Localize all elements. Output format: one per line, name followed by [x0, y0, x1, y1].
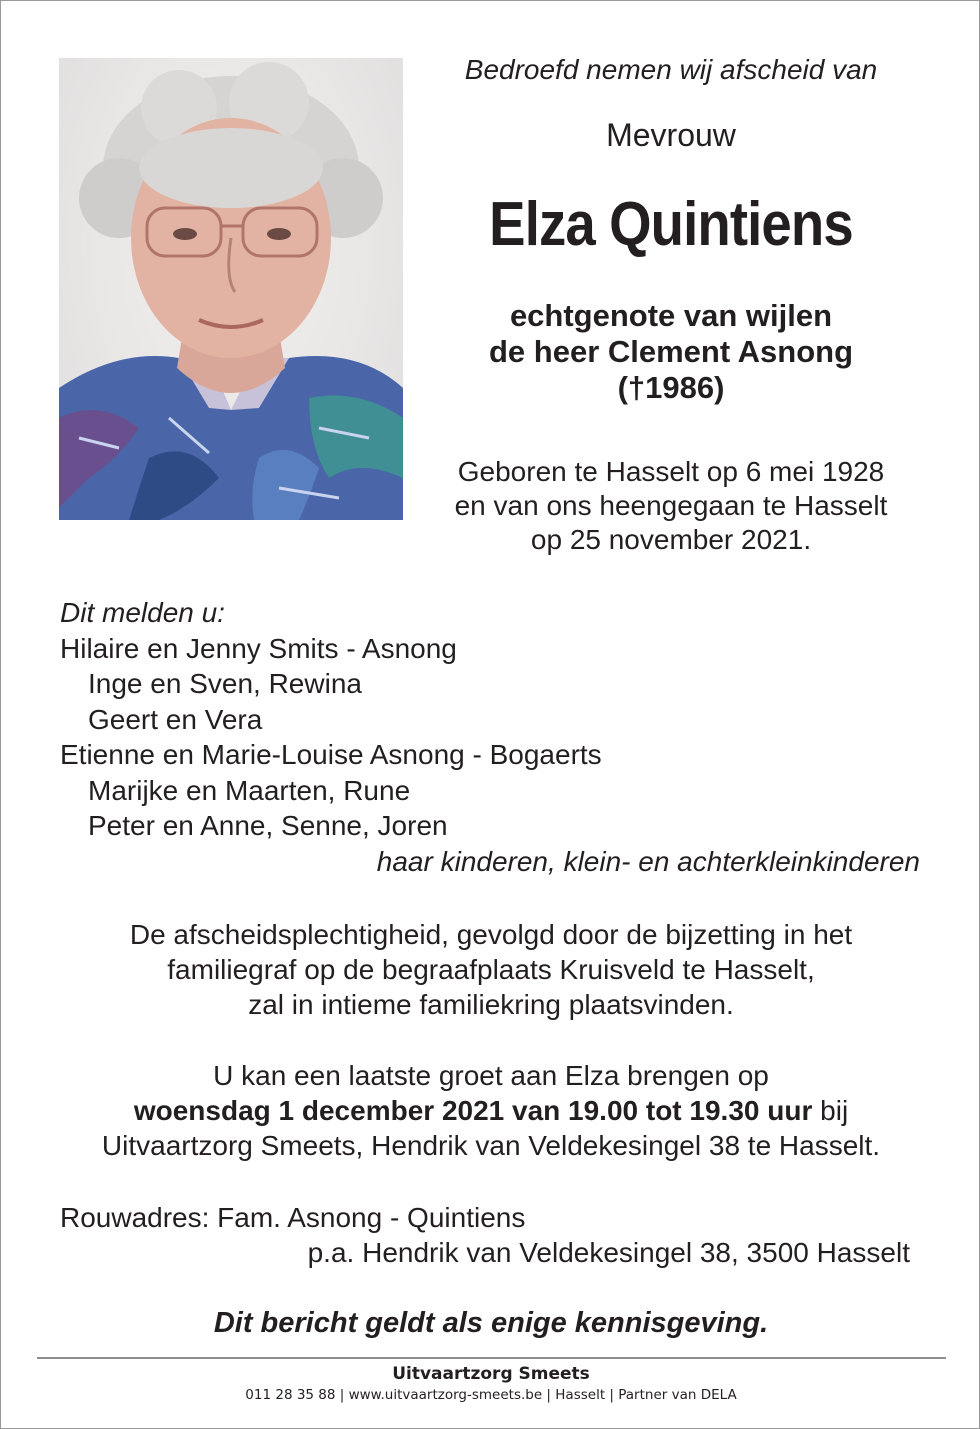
family-member: Peter en Anne, Senne, Joren	[88, 810, 448, 841]
family-lead: Dit melden u:	[60, 597, 225, 628]
deceased-name: Elza Quintiens	[489, 190, 853, 259]
honorific: Mevrouw	[606, 117, 736, 153]
dates-line: en van ons heengegaan te Hasselt	[454, 490, 888, 521]
spouse-line: (†1986)	[617, 370, 725, 405]
visitation-datetime-line	[41, 1093, 941, 1128]
visitation-location: Uitvaartzorg Smeets, Hendrik van Veldekesingel 38 te Hasselt.	[101, 1130, 881, 1161]
footer-company: Uitvaartzorg Smeets	[392, 1364, 590, 1384]
ceremony-info	[41, 917, 941, 1022]
footer-contact: 011 28 35 88 | www.uitvaartzorg-smeets.be | Hasselt | Partner van DELA	[245, 1387, 737, 1403]
spouse-info	[421, 298, 921, 406]
visitation-connector: bij	[812, 1095, 849, 1126]
ceremony-line: zal in intieme familiekring plaatsvinden.	[248, 989, 734, 1020]
address-line: p.a. Hendrik van Veldekesingel 38, 3500 Hasselt	[307, 1237, 910, 1268]
family-member: Marijke en Maarten, Rune	[88, 774, 411, 806]
visitation-datetime: woensdag 1 december 2021 van 19.00 tot 19.30 uur	[133, 1095, 813, 1126]
family-relation: haar kinderen, klein- en achterkleinkinderen	[376, 845, 920, 877]
address-line: Rouwadres: Fam. Asnong - Quintiens	[60, 1202, 526, 1233]
life-dates	[421, 455, 921, 557]
ceremony-line: De afscheidsplechtigheid, gevolgd door de bijzetting in het	[129, 919, 853, 950]
mourning-address	[60, 1200, 910, 1270]
visitation-line: U kan een laatste groet aan Elza brengen op	[213, 1060, 769, 1091]
family-member: Etienne en Marie-Louise Asnong - Bogaerts	[60, 739, 602, 770]
visitation-info	[41, 1058, 941, 1163]
family-member: Geert en Vera	[88, 703, 263, 735]
family-list	[60, 595, 930, 879]
dates-line: Geboren te Hasselt op 6 mei 1928	[457, 456, 885, 487]
family-member: Hilaire en Jenny Smits - Asnong	[60, 632, 457, 664]
family-member: Inge en Sven, Rewina	[88, 668, 362, 699]
portrait-photo	[59, 58, 403, 520]
notice-text: Dit bericht geldt als enige kennisgeving.	[213, 1307, 769, 1339]
spouse-line: de heer Clement Asnong	[488, 334, 854, 369]
footer-divider	[37, 1357, 946, 1359]
intro-text: Bedroefd nemen wij afscheid van	[464, 54, 878, 85]
ceremony-line: familiegraf op de begraafplaats Kruisveld te Hasselt,	[167, 954, 815, 985]
portrait-illustration	[59, 58, 403, 520]
dates-line: op 25 november 2021.	[530, 524, 812, 555]
spouse-line: echtgenote van wijlen	[509, 298, 833, 333]
